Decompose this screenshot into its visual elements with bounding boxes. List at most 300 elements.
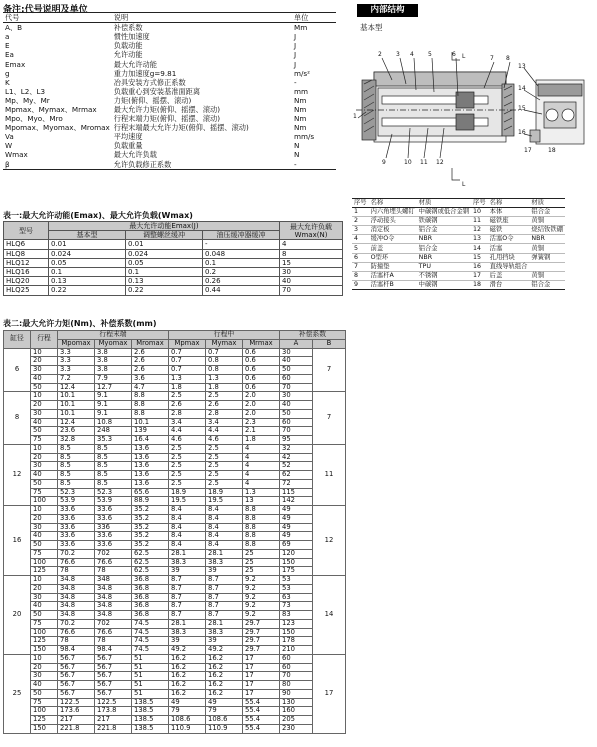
table2-myo: 12.7 xyxy=(95,383,132,392)
table2-mr: 29.7 xyxy=(243,637,280,646)
table2-mp: 38.3 xyxy=(169,558,206,567)
notes-unit: N xyxy=(294,141,300,151)
part-no: 7 xyxy=(352,262,369,271)
table2-mpo: 98.4 xyxy=(58,646,95,655)
table2-my: 8.7 xyxy=(206,584,243,593)
table2-stroke: 30 xyxy=(31,672,58,681)
notes-unit: Nm xyxy=(294,114,307,124)
part-name: 防撞垫 xyxy=(369,262,417,271)
table2-row xyxy=(4,366,346,375)
table2-a: 175 xyxy=(280,567,313,576)
part-name: 直线导轨组合 xyxy=(489,262,528,270)
table2-a: 230 xyxy=(280,724,313,733)
table2-stroke: 30 xyxy=(31,366,58,375)
table2-my: 2.5 xyxy=(206,479,243,488)
parts-row xyxy=(352,262,565,271)
table2-mpo: 56.7 xyxy=(58,672,95,681)
table2-mro: 62.5 xyxy=(132,567,169,576)
notes-row xyxy=(3,114,336,123)
table2-mro: 65.6 xyxy=(132,488,169,497)
parts-row xyxy=(352,226,565,235)
notes-code: Mpomax、Myomax、Mromax xyxy=(5,123,110,133)
table2-myo: 34.8 xyxy=(95,593,132,602)
table2-mp: 8.7 xyxy=(169,593,206,602)
table2-a: 40 xyxy=(280,357,313,366)
table2-row xyxy=(4,584,346,593)
notes-desc: 力矩(俯仰、摇摆、滚动) xyxy=(113,95,192,105)
notes-desc: 最大允许负载 xyxy=(113,150,157,160)
table2-mp: 38.3 xyxy=(169,628,206,637)
part-no: 6 xyxy=(352,253,369,262)
table2-a: 90 xyxy=(280,689,313,698)
notes-unit: Nm xyxy=(294,95,307,105)
table2-bore: 20 xyxy=(4,576,31,655)
table2-row xyxy=(4,716,346,725)
table2-myo: 56.7 xyxy=(95,689,132,698)
table2-mr: 4 xyxy=(243,444,280,453)
table2-my: 38.3 xyxy=(206,628,243,637)
table2-mpo: 8.5 xyxy=(58,444,95,453)
table1-oil: 0.1 xyxy=(203,258,280,267)
callout-label: 16 xyxy=(518,129,526,136)
table2-mro: 36.8 xyxy=(132,611,169,620)
table2-a: 60 xyxy=(280,418,313,427)
part-name: O型环 xyxy=(369,253,417,262)
table2-mp: 8.4 xyxy=(169,514,206,523)
table2-a: 70 xyxy=(280,427,313,436)
table2-my: 79 xyxy=(206,707,243,716)
table2-mro: 51 xyxy=(132,689,169,698)
table2-row xyxy=(4,541,346,550)
notes-desc: 负载重心到安装基准面距离 xyxy=(113,86,201,96)
table2-a: 42 xyxy=(280,453,313,462)
table2-mr: 2.3 xyxy=(243,418,280,427)
table2-myo: 35.3 xyxy=(95,436,132,445)
table2-header-b: B xyxy=(313,339,346,348)
table2-mp: 2.5 xyxy=(169,453,206,462)
table2-mpo: 10.1 xyxy=(58,401,95,410)
table2-mro: 35.2 xyxy=(132,532,169,541)
callout-label: 9 xyxy=(382,159,386,166)
part-name: 活塞 xyxy=(488,244,530,253)
table2-mr: 8.8 xyxy=(243,506,280,515)
notes-unit: - xyxy=(292,160,336,170)
table2-stroke: 125 xyxy=(31,637,58,646)
table2-myo: 217 xyxy=(95,716,132,725)
table2-stroke: 40 xyxy=(31,471,58,480)
table2-myo: 702 xyxy=(95,619,132,628)
table2-header-a: A xyxy=(280,339,313,348)
notes-desc: 允许负载修正系数 xyxy=(112,160,292,170)
part-material: 铝合金 xyxy=(417,244,471,253)
part-no: 3 xyxy=(352,226,369,235)
table2-row xyxy=(4,611,346,620)
table2-stroke: 100 xyxy=(31,707,58,716)
part-material: NBR xyxy=(417,253,471,262)
table2-header-row xyxy=(4,331,346,340)
table2-myo: 76.6 xyxy=(95,558,132,567)
table2-mro: 36.8 xyxy=(132,584,169,593)
table1-header-emax: 最大允许动能Emax(J) xyxy=(49,222,280,231)
notes-unit: J xyxy=(294,50,297,60)
table2-stroke: 10 xyxy=(31,348,58,357)
table2-mp: 16.2 xyxy=(169,681,206,690)
table2-mp: 39 xyxy=(169,567,206,576)
part-name: 内六角埋头螺钉 xyxy=(370,208,415,216)
table2-mpo: 33.6 xyxy=(58,514,95,523)
part-name: 孔用挡块 xyxy=(488,253,530,262)
notes-unit: N xyxy=(294,150,300,160)
table2-a: 123 xyxy=(280,619,313,628)
table2-mp: 1.8 xyxy=(169,383,206,392)
table2-mro: 2.6 xyxy=(132,348,169,357)
notes-code: Wmax xyxy=(5,150,28,160)
table1-wmax: 40 xyxy=(280,277,343,286)
table2-my: 8.7 xyxy=(206,593,243,602)
part-name: 消定板 xyxy=(369,226,417,235)
table2-row xyxy=(4,619,346,628)
table2-mpo: 32.8 xyxy=(58,436,95,445)
table1 xyxy=(3,221,343,296)
table2-mro: 4.7 xyxy=(132,383,169,392)
table1-row xyxy=(4,267,343,276)
table1-oil: 0.26 xyxy=(203,277,280,286)
table2-myo: 78 xyxy=(95,567,132,576)
table1-wmax: 15 xyxy=(280,258,343,267)
table2-my: 108.6 xyxy=(206,716,243,725)
cylinder-section-diagram xyxy=(352,40,590,196)
table2-my: 0.8 xyxy=(206,357,243,366)
table2-myo: 33.6 xyxy=(95,514,132,523)
table1-basic: 0.22 xyxy=(49,286,126,295)
notes-row xyxy=(3,132,336,141)
table2-myo: 7.9 xyxy=(95,374,132,383)
callout-label: 18 xyxy=(548,147,556,154)
table2-b: 12 xyxy=(313,506,346,576)
part-material: 中碳钢或低合金钢 xyxy=(418,208,470,216)
notes-desc: 平均速度 xyxy=(113,132,143,142)
notes-row xyxy=(3,41,336,50)
table2-my: 16.2 xyxy=(206,689,243,698)
table2-mro: 13.6 xyxy=(132,462,169,471)
table2-header-mr: Mrmax xyxy=(243,339,280,348)
table2-a: 50 xyxy=(280,366,313,375)
table2-my: 2.5 xyxy=(206,444,243,453)
table1-header-oil: 油压缓冲器缓冲 xyxy=(203,231,280,240)
callout-label: 1 xyxy=(353,113,357,120)
notes-desc: 行程末端最大允许力矩(俯仰、摇摆、滚动) xyxy=(113,123,249,133)
table2-header-bore: 缸径 xyxy=(4,331,31,349)
notes-unit: J xyxy=(294,32,297,42)
table1-wmax: 4 xyxy=(280,240,343,249)
table2-mr: 17 xyxy=(243,654,280,663)
table1-title: 表一:最大允许动能(Emax)、最大允许负载(Wmax) xyxy=(3,211,193,220)
table2-mpo: 8.5 xyxy=(58,471,95,480)
parts-row xyxy=(352,280,565,289)
table2-myo: 56.7 xyxy=(95,663,132,672)
table2-header-mpo: Mpomax xyxy=(58,339,95,348)
table2-mr: 4 xyxy=(243,471,280,480)
table2-mr: 9.2 xyxy=(243,593,280,602)
table1-row xyxy=(4,286,343,295)
table2-mro: 13.6 xyxy=(132,453,169,462)
table2-stroke: 30 xyxy=(31,462,58,471)
table2-stroke: 75 xyxy=(31,549,58,558)
table2-a: 52 xyxy=(280,462,313,471)
table2-mro: 13.6 xyxy=(132,444,169,453)
table2-mro: 74.5 xyxy=(132,619,169,628)
notes-row xyxy=(3,59,336,68)
part-material xyxy=(529,262,564,271)
table2-mro: 2.6 xyxy=(132,366,169,375)
table2-a: 62 xyxy=(280,471,313,480)
notes-desc: 负载动能 xyxy=(113,41,143,51)
table2-a: 60 xyxy=(280,374,313,383)
table2-mro: 138.5 xyxy=(132,724,169,733)
part-no: 10 xyxy=(471,208,488,217)
table2-mpo: 10.1 xyxy=(58,409,95,418)
part-name: 活塞O令 xyxy=(488,235,530,244)
notes-code: E xyxy=(5,41,10,51)
parts-header-name-2: 名称 xyxy=(488,199,530,208)
table2-my: 110.9 xyxy=(206,724,243,733)
table2-my: 16.2 xyxy=(206,681,243,690)
table2-mpo: 12.4 xyxy=(58,383,95,392)
table2-mr: 29.7 xyxy=(243,646,280,655)
table2-myo: 53.9 xyxy=(95,497,132,506)
table2-mr: 25 xyxy=(243,567,280,576)
table2-a: 49 xyxy=(280,523,313,532)
table2-stroke: 10 xyxy=(31,444,58,453)
table2-mr: 2.1 xyxy=(243,427,280,436)
structure-subheading: 基本型 xyxy=(360,23,383,32)
notes-desc: 负载重量 xyxy=(113,141,143,151)
part-name: 磁铁座 xyxy=(488,217,530,226)
table2-myo: 8.5 xyxy=(95,444,132,453)
table1-screw: 0.024 xyxy=(126,249,203,258)
table2-myo: 56.7 xyxy=(95,672,132,681)
table2-myo: 33.6 xyxy=(95,541,132,550)
table2-stroke: 100 xyxy=(31,497,58,506)
table2-a: 32 xyxy=(280,444,313,453)
table2-mp: 49 xyxy=(169,698,206,707)
parts-row xyxy=(352,244,565,253)
table2-mp: 0.7 xyxy=(169,357,206,366)
table2-my: 28.1 xyxy=(206,549,243,558)
part-no: 14 xyxy=(471,244,488,253)
table2-mro: 16.4 xyxy=(132,436,169,445)
table2-mp: 2.5 xyxy=(169,392,206,401)
table2-stroke: 20 xyxy=(31,663,58,672)
part-name: 本体 xyxy=(488,208,530,217)
table2-bore: 12 xyxy=(4,444,31,505)
table2-my: 4.6 xyxy=(206,436,243,445)
table2-mpo: 76.6 xyxy=(58,558,95,567)
table2-mr: 9.2 xyxy=(243,611,280,620)
table2-my: 16.2 xyxy=(206,672,243,681)
table2-my: 19.5 xyxy=(206,497,243,506)
table2-stroke: 20 xyxy=(31,401,58,410)
table2-mpo: 34.8 xyxy=(58,584,95,593)
table1-basic: 0.01 xyxy=(49,240,126,249)
table2-myo: 9.1 xyxy=(95,409,132,418)
table2-b: 11 xyxy=(313,444,346,505)
notes-unit: mm/s xyxy=(294,132,315,142)
table2-my: 8.7 xyxy=(206,576,243,585)
part-no: 17 xyxy=(471,271,488,280)
table2-myo: 9.1 xyxy=(95,392,132,401)
table2-mpo: 10.1 xyxy=(58,392,95,401)
table2-a: 160 xyxy=(280,707,313,716)
table2-row xyxy=(4,689,346,698)
table2-mpo: 34.8 xyxy=(58,576,95,585)
table1-screw: 0.13 xyxy=(126,277,203,286)
table2-mro: 35.2 xyxy=(132,541,169,550)
table2-mr: 4 xyxy=(243,479,280,488)
table2-mpo: 33.6 xyxy=(58,532,95,541)
table1-oil: 0.44 xyxy=(203,286,280,295)
table2 xyxy=(3,330,346,734)
table2-mp: 19.5 xyxy=(169,497,206,506)
notes-unit: Mm xyxy=(294,23,308,33)
part-name: 浮动接头 xyxy=(369,217,417,226)
table2-my: 0.7 xyxy=(206,348,243,357)
table1-screw: 0.22 xyxy=(126,286,203,295)
table2-mp: 8.7 xyxy=(169,576,206,585)
table2-mpo: 7.2 xyxy=(58,374,95,383)
table2-mro: 74.5 xyxy=(132,646,169,655)
table2-mro: 51 xyxy=(132,681,169,690)
table2-my: 8.4 xyxy=(206,506,243,515)
callout-label: L xyxy=(462,53,466,60)
table1-screw: 0.1 xyxy=(126,267,203,276)
table2-stroke: 75 xyxy=(31,619,58,628)
table2-mp: 0.7 xyxy=(169,348,206,357)
part-material: 铝合金 xyxy=(529,280,564,289)
table2-mp: 2.6 xyxy=(169,401,206,410)
table2-mpo: 56.7 xyxy=(58,689,95,698)
part-material: 铁碳钢 xyxy=(417,217,471,226)
table2-mpo: 56.7 xyxy=(58,654,95,663)
table1-model: HLQ12 xyxy=(4,258,49,267)
callout-label: 2 xyxy=(378,51,382,58)
notes-unit: - xyxy=(294,77,297,87)
part-no: 16 xyxy=(471,262,488,271)
table2-mpo: 34.8 xyxy=(58,593,95,602)
callout-label: 6 xyxy=(452,51,456,58)
part-name: 滑台 xyxy=(488,280,530,289)
table1-screw: 0.05 xyxy=(126,258,203,267)
table2-myo: 33.6 xyxy=(95,506,132,515)
part-material: 弹簧钢 xyxy=(529,253,564,262)
table2-stroke: 125 xyxy=(31,716,58,725)
table2-row xyxy=(4,436,346,445)
table2-mp: 8.4 xyxy=(169,523,206,532)
table2-mpo: 53.9 xyxy=(58,497,95,506)
table2-mr: 9.2 xyxy=(243,584,280,593)
notes-code: Mp、My、Mr xyxy=(5,95,50,105)
table2-mr: 8.8 xyxy=(243,532,280,541)
part-material: 黄铜 xyxy=(529,271,564,280)
table2-bore: 16 xyxy=(4,506,31,576)
table2-mp: 4.4 xyxy=(169,427,206,436)
table2-mpo: 23.6 xyxy=(58,427,95,436)
parts-header-name: 名称 xyxy=(369,199,417,208)
notes-row xyxy=(3,123,336,132)
table2-a: 95 xyxy=(280,436,313,445)
table2-row xyxy=(4,654,346,663)
table2-mro: 88.9 xyxy=(132,497,169,506)
table2-a: 49 xyxy=(280,514,313,523)
table2-myo: 56.7 xyxy=(95,681,132,690)
notes-desc: 最大允许力矩(俯仰、摇摆、滚动) xyxy=(113,104,221,114)
table1-basic: 0.1 xyxy=(49,267,126,276)
table2-stroke: 75 xyxy=(31,488,58,497)
table2-mpo: 3.3 xyxy=(58,348,95,357)
table2-mpo: 70.2 xyxy=(58,619,95,628)
table2-a: 73 xyxy=(280,602,313,611)
table2-mr: 13 xyxy=(243,497,280,506)
parts-table xyxy=(352,198,565,290)
table2-row xyxy=(4,514,346,523)
table2-bore: 8 xyxy=(4,392,31,445)
table2-row xyxy=(4,479,346,488)
table2-myo: 33.6 xyxy=(95,532,132,541)
table2-row xyxy=(4,549,346,558)
table2-mp: 28.1 xyxy=(169,619,206,628)
table2-mp: 18.9 xyxy=(169,488,206,497)
table2-my: 4.4 xyxy=(206,427,243,436)
part-name: 活塞杆B xyxy=(369,280,417,289)
table2-mr: 0.6 xyxy=(243,374,280,383)
table2-mp: 49.2 xyxy=(169,646,206,655)
part-material: 铝合金 xyxy=(529,208,564,217)
part-material: NBR xyxy=(417,235,471,244)
table2-bore: 6 xyxy=(4,348,31,392)
table2-myo: 221.8 xyxy=(95,724,132,733)
table2-mr: 0.6 xyxy=(243,357,280,366)
table1-model: HLQ8 xyxy=(4,249,49,258)
table2-my: 8.4 xyxy=(206,541,243,550)
table2-header-my: Mymax xyxy=(206,339,243,348)
notes-header-unit: 单位 xyxy=(292,13,336,23)
table2-mro: 35.2 xyxy=(132,514,169,523)
callout-label: 17 xyxy=(524,147,532,154)
table1-header-row xyxy=(4,222,343,231)
table2-stroke: 20 xyxy=(31,584,58,593)
table2-my: 8.4 xyxy=(206,514,243,523)
callout-label: 11 xyxy=(420,159,428,166)
table2-row xyxy=(4,401,346,410)
table2-myo: 8.5 xyxy=(95,453,132,462)
notes-code: a xyxy=(5,32,10,42)
notes-unit: Nm xyxy=(294,123,307,133)
table2-mro: 2.6 xyxy=(132,357,169,366)
table2-mp: 108.6 xyxy=(169,716,206,725)
notes-header-code: 代号 xyxy=(3,13,112,23)
table2-mr: 25 xyxy=(243,549,280,558)
table2-mp: 39 xyxy=(169,637,206,646)
table2-mr: 55.4 xyxy=(243,724,280,733)
notes-code: L1、L2、L3 xyxy=(5,86,46,96)
table2-mp: 8.7 xyxy=(169,611,206,620)
table2-stroke: 50 xyxy=(31,383,58,392)
table2-mp: 0.7 xyxy=(169,366,206,375)
table2-stroke: 50 xyxy=(31,427,58,436)
table2-mr: 0.6 xyxy=(243,366,280,375)
table1-wmax: 70 xyxy=(280,286,343,295)
table2-a: 53 xyxy=(280,584,313,593)
